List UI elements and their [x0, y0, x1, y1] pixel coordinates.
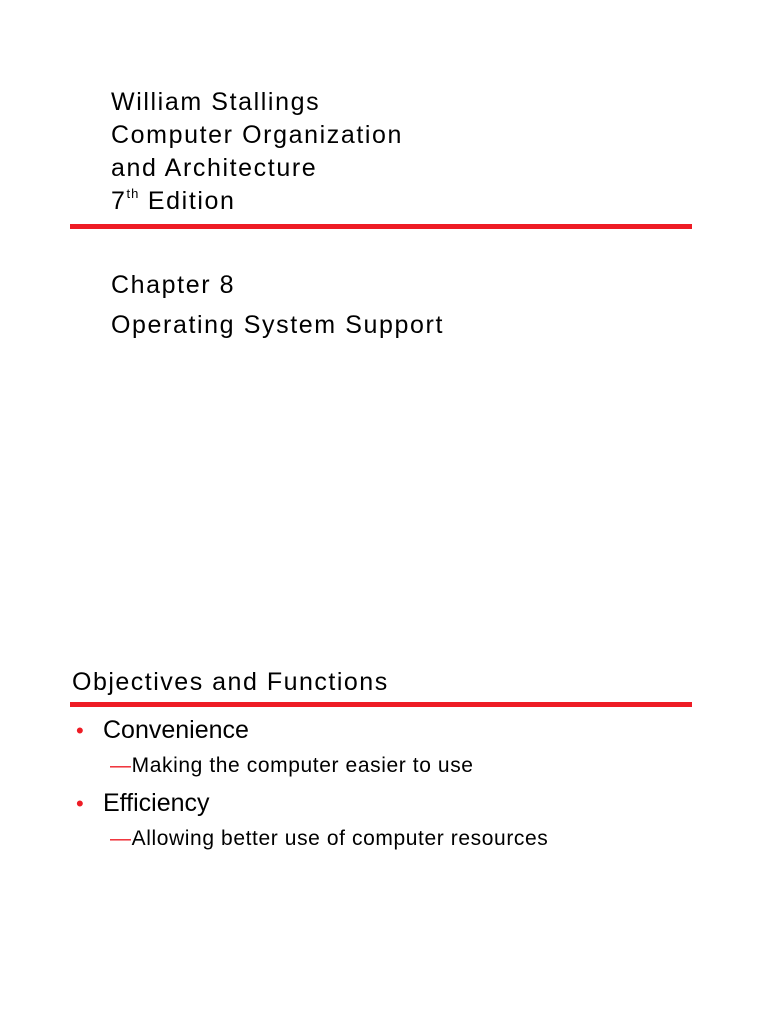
- title-slide: [0, 0, 768, 470]
- bullet-point: [76, 714, 548, 747]
- sub-point-text: Allowing better use of computer resources: [131, 827, 549, 850]
- title-divider: [70, 224, 692, 229]
- dash-icon: —: [110, 754, 132, 777]
- slide-heading: Objectives and Functions: [72, 668, 389, 696]
- chapter-title: Operating System Support: [111, 311, 444, 339]
- title-line-2: and Architecture: [111, 154, 318, 182]
- heading-divider: [70, 702, 692, 707]
- objectives-slide: [0, 660, 768, 1024]
- sub-point-text: Making the computer easier to use: [131, 754, 474, 777]
- edition-line: [111, 185, 403, 218]
- bullet-label: Efficiency: [103, 789, 210, 817]
- chapter-block: [111, 269, 444, 345]
- sub-point: [76, 747, 548, 785]
- bullet-icon: •: [76, 791, 84, 816]
- title-line-1: Computer Organization: [111, 121, 404, 149]
- dash-icon: —: [110, 827, 132, 850]
- book-title: [111, 86, 403, 218]
- edition-suffix: th: [126, 186, 140, 201]
- sub-point: [76, 820, 548, 858]
- edition-number: 7: [111, 187, 127, 215]
- bullet-point: [76, 787, 548, 820]
- list-item: [76, 787, 548, 858]
- bullet-list: [76, 714, 548, 858]
- bullet-icon: •: [76, 718, 84, 743]
- list-item: [76, 714, 548, 785]
- edition-word: Edition: [139, 187, 236, 215]
- bullet-label: Convenience: [103, 716, 249, 744]
- chapter-number: Chapter 8: [111, 271, 236, 299]
- author-line: William Stallings: [111, 88, 321, 116]
